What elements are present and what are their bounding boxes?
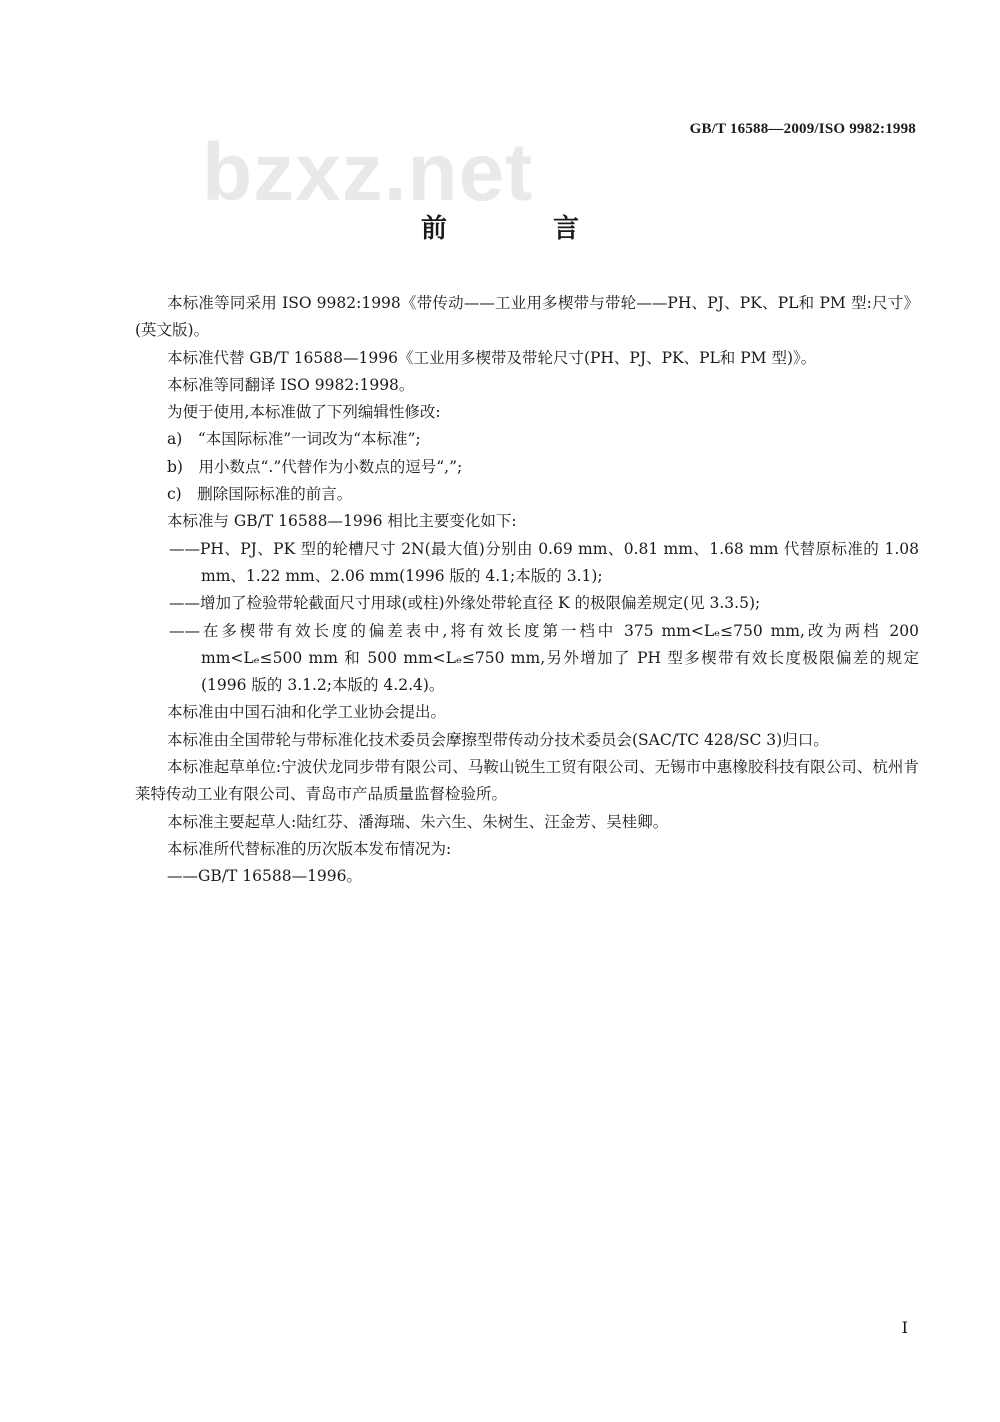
paragraph-replaces: 本标准代替 GB/T 16588—1996《工业用多楔带及带轮尺寸(PH、PJ、PK、PL和 PM 型)》。: [167, 348, 817, 367]
change-item: ——PH、PJ、PK 型的轮槽尺寸 2N(最大值)分别由 0.69 mm、0.81 mm、1.68 mm 代替原标准的 1.08 mm、1.22 mm、2.06 mm(1996 版的 4.1;本版的 3.1);: [169, 539, 919, 585]
paragraph-drafters: 本标准主要起草人:陆红芬、潘海瑞、朱六生、朱树生、汪金芳、吴桂卿。: [167, 812, 669, 831]
page-number: I: [901, 1318, 908, 1337]
change-item: ——增加了检验带轮截面尺寸用球(或柱)外缘处带轮直径 K 的极限偏差规定(见 3.3.5);: [169, 594, 761, 613]
paragraph-edits-intro: 为便于使用,本标准做了下列编辑性修改:: [167, 403, 441, 422]
history-item: ——GB/T 16588—1996。: [167, 867, 363, 886]
paragraph-changes-intro: 本标准与 GB/T 16588—1996 相比主要变化如下:: [167, 512, 517, 531]
watermark: bzxz.net: [202, 127, 534, 218]
paragraph-translation: 本标准等同翻译 ISO 9982:1998。: [167, 375, 415, 394]
document-body: [135, 290, 919, 891]
edit-item: c) 删除国际标准的前言。: [167, 485, 353, 504]
edit-item: b) 用小数点“.”代替作为小数点的逗号“,”;: [167, 457, 463, 476]
paragraph-centralized-by: 本标准由全国带轮与带标准化技术委员会摩擦型带传动分技术委员会(SAC/TC 428/SC 3)归口。: [167, 730, 829, 749]
standard-code: GB/T 16588—2009/ISO 9982:1998: [689, 121, 916, 137]
paragraph-proposed-by: 本标准由中国石油和化学工业协会提出。: [167, 703, 447, 722]
edit-item: a) “本国际标准”一词改为“本标准”;: [167, 430, 421, 449]
page-title: 前 言: [420, 214, 619, 244]
paragraph-drafting-units: 本标准起草单位:宁波伏龙同步带有限公司、马鞍山锐生工贸有限公司、无锡市中惠橡胶科技有限公司、杭州肯莱特传动工业有限公司、青岛市产品质量监督检验所。: [135, 758, 919, 804]
change-item: ——在多楔带有效长度的偏差表中,将有效长度第一档中 375 mm<Lₑ≤750 mm,改为两档 200 mm<Lₑ≤500 mm 和 500 mm<Lₑ≤750 mm,另外增加了 PH 型多楔带有效长度极限偏差的规定(1996 版的 3.1.2;本版的 4.2.4)。: [169, 621, 919, 695]
paragraph-history-intro: 本标准所代替标准的历次版本发布情况为:: [167, 839, 452, 858]
paragraph-adoption: 本标准等同采用 ISO 9982:1998《带传动——工业用多楔带与带轮——PH、PJ、PK、PL和 PM 型:尺寸》(英文版)。: [135, 294, 919, 340]
